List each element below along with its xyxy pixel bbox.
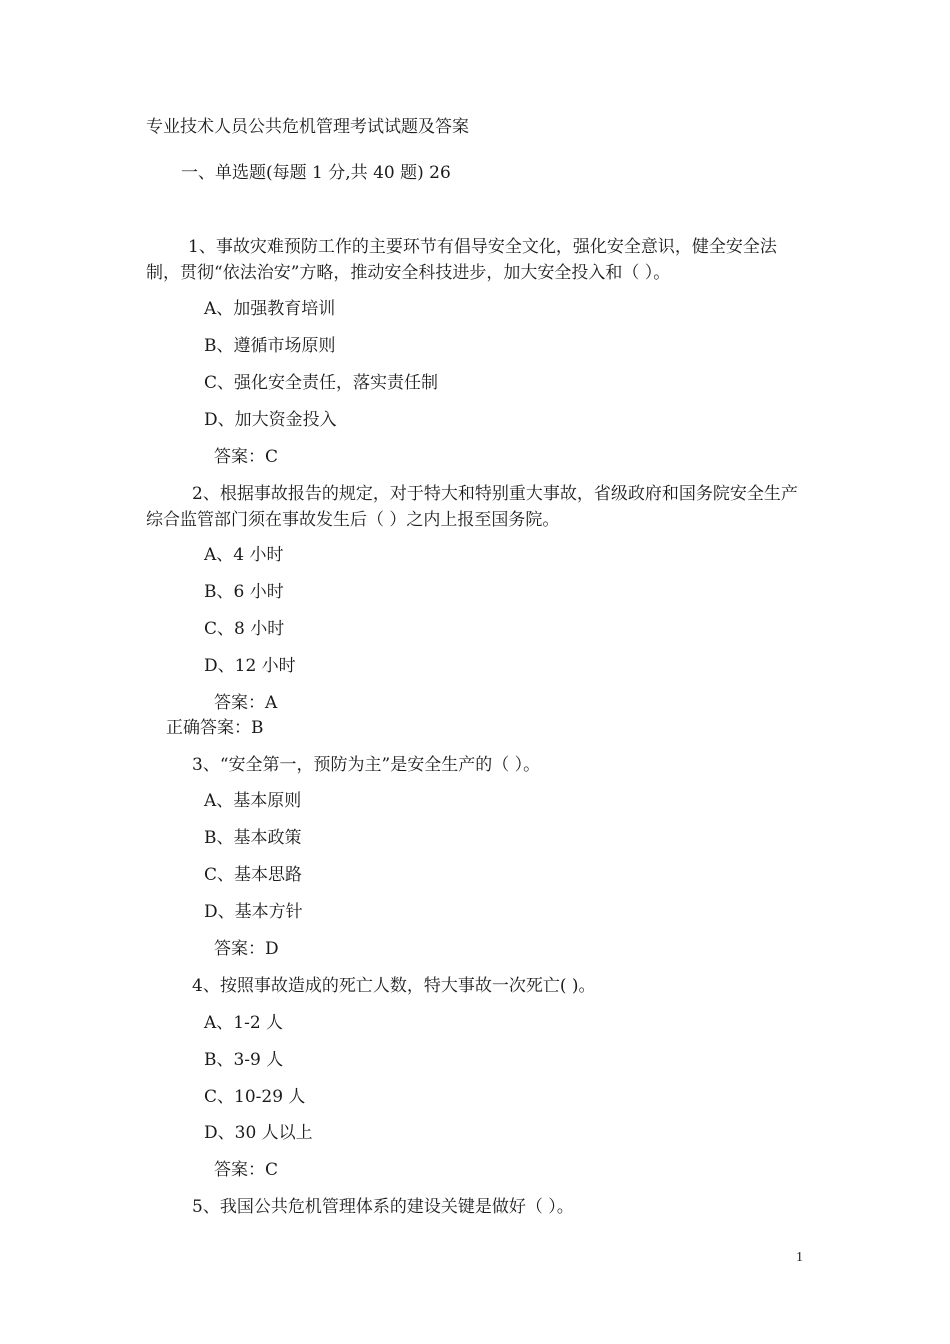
question-1-option-b: B、遵循市场原则 xyxy=(204,336,336,356)
question-3-text: 3、“安全第一，预防为主”是安全生产的（ ）。 xyxy=(192,755,541,775)
question-2-option-a: A、4 小时 xyxy=(204,545,284,565)
question-2-option-c: C、8 小时 xyxy=(204,619,285,639)
page-number: 1 xyxy=(796,1250,803,1265)
question-1-option-d: D、加大资金投入 xyxy=(204,410,337,430)
question-1-text: 1、事故灾难预防工作的主要环节有倡导安全文化，强化安全意识，健全安全法制，贯彻“依法治安”方略，推动安全科技进步，加大安全投入和（ ）。 xyxy=(146,237,777,283)
question-4-answer: 答案：C xyxy=(214,1160,279,1180)
question-4-option-a: A、1-2 人 xyxy=(204,1013,284,1033)
question-3-option-d: D、基本方针 xyxy=(204,902,303,922)
question-2-correct-answer: 正确答案：B xyxy=(166,718,264,738)
question-1-option-c: C、强化安全责任，落实责任制 xyxy=(204,373,439,393)
question-3-answer: 答案：D xyxy=(214,939,279,959)
question-3-option-a: A、基本原则 xyxy=(204,791,302,811)
document-title: 专业技术人员公共危机管理考试试题及答案 xyxy=(146,117,469,137)
question-4-option-d: D、30 人以上 xyxy=(204,1123,313,1143)
question-4-option-b: B、3-9 人 xyxy=(204,1050,284,1070)
question-2-text: 2、根据事故报告的规定，对于特大和特别重大事故，省级政府和国务院安全生产综合监管部门须在事故发生后（ ）之内上报至国务院。 xyxy=(146,484,798,530)
question-2-option-b: B、6 小时 xyxy=(204,582,284,602)
question-3-option-c: C、基本思路 xyxy=(204,865,303,885)
section-heading: 一、单选题(每题 1 分,共 40 题) 26 xyxy=(181,163,451,183)
question-2-option-d: D、12 小时 xyxy=(204,656,296,676)
question-1-answer: 答案：C xyxy=(214,447,279,467)
question-1-option-a: A、加强教育培训 xyxy=(204,299,336,319)
question-5-text: 5、我国公共危机管理体系的建设关键是做好（ ）。 xyxy=(192,1197,574,1217)
question-3-option-b: B、基本政策 xyxy=(204,828,302,848)
question-2-answer: 答案：A xyxy=(214,693,278,713)
question-4-text: 4、按照事故造成的死亡人数，特大事故一次死亡( )。 xyxy=(192,976,596,996)
question-4-option-c: C、10-29 人 xyxy=(204,1087,306,1107)
